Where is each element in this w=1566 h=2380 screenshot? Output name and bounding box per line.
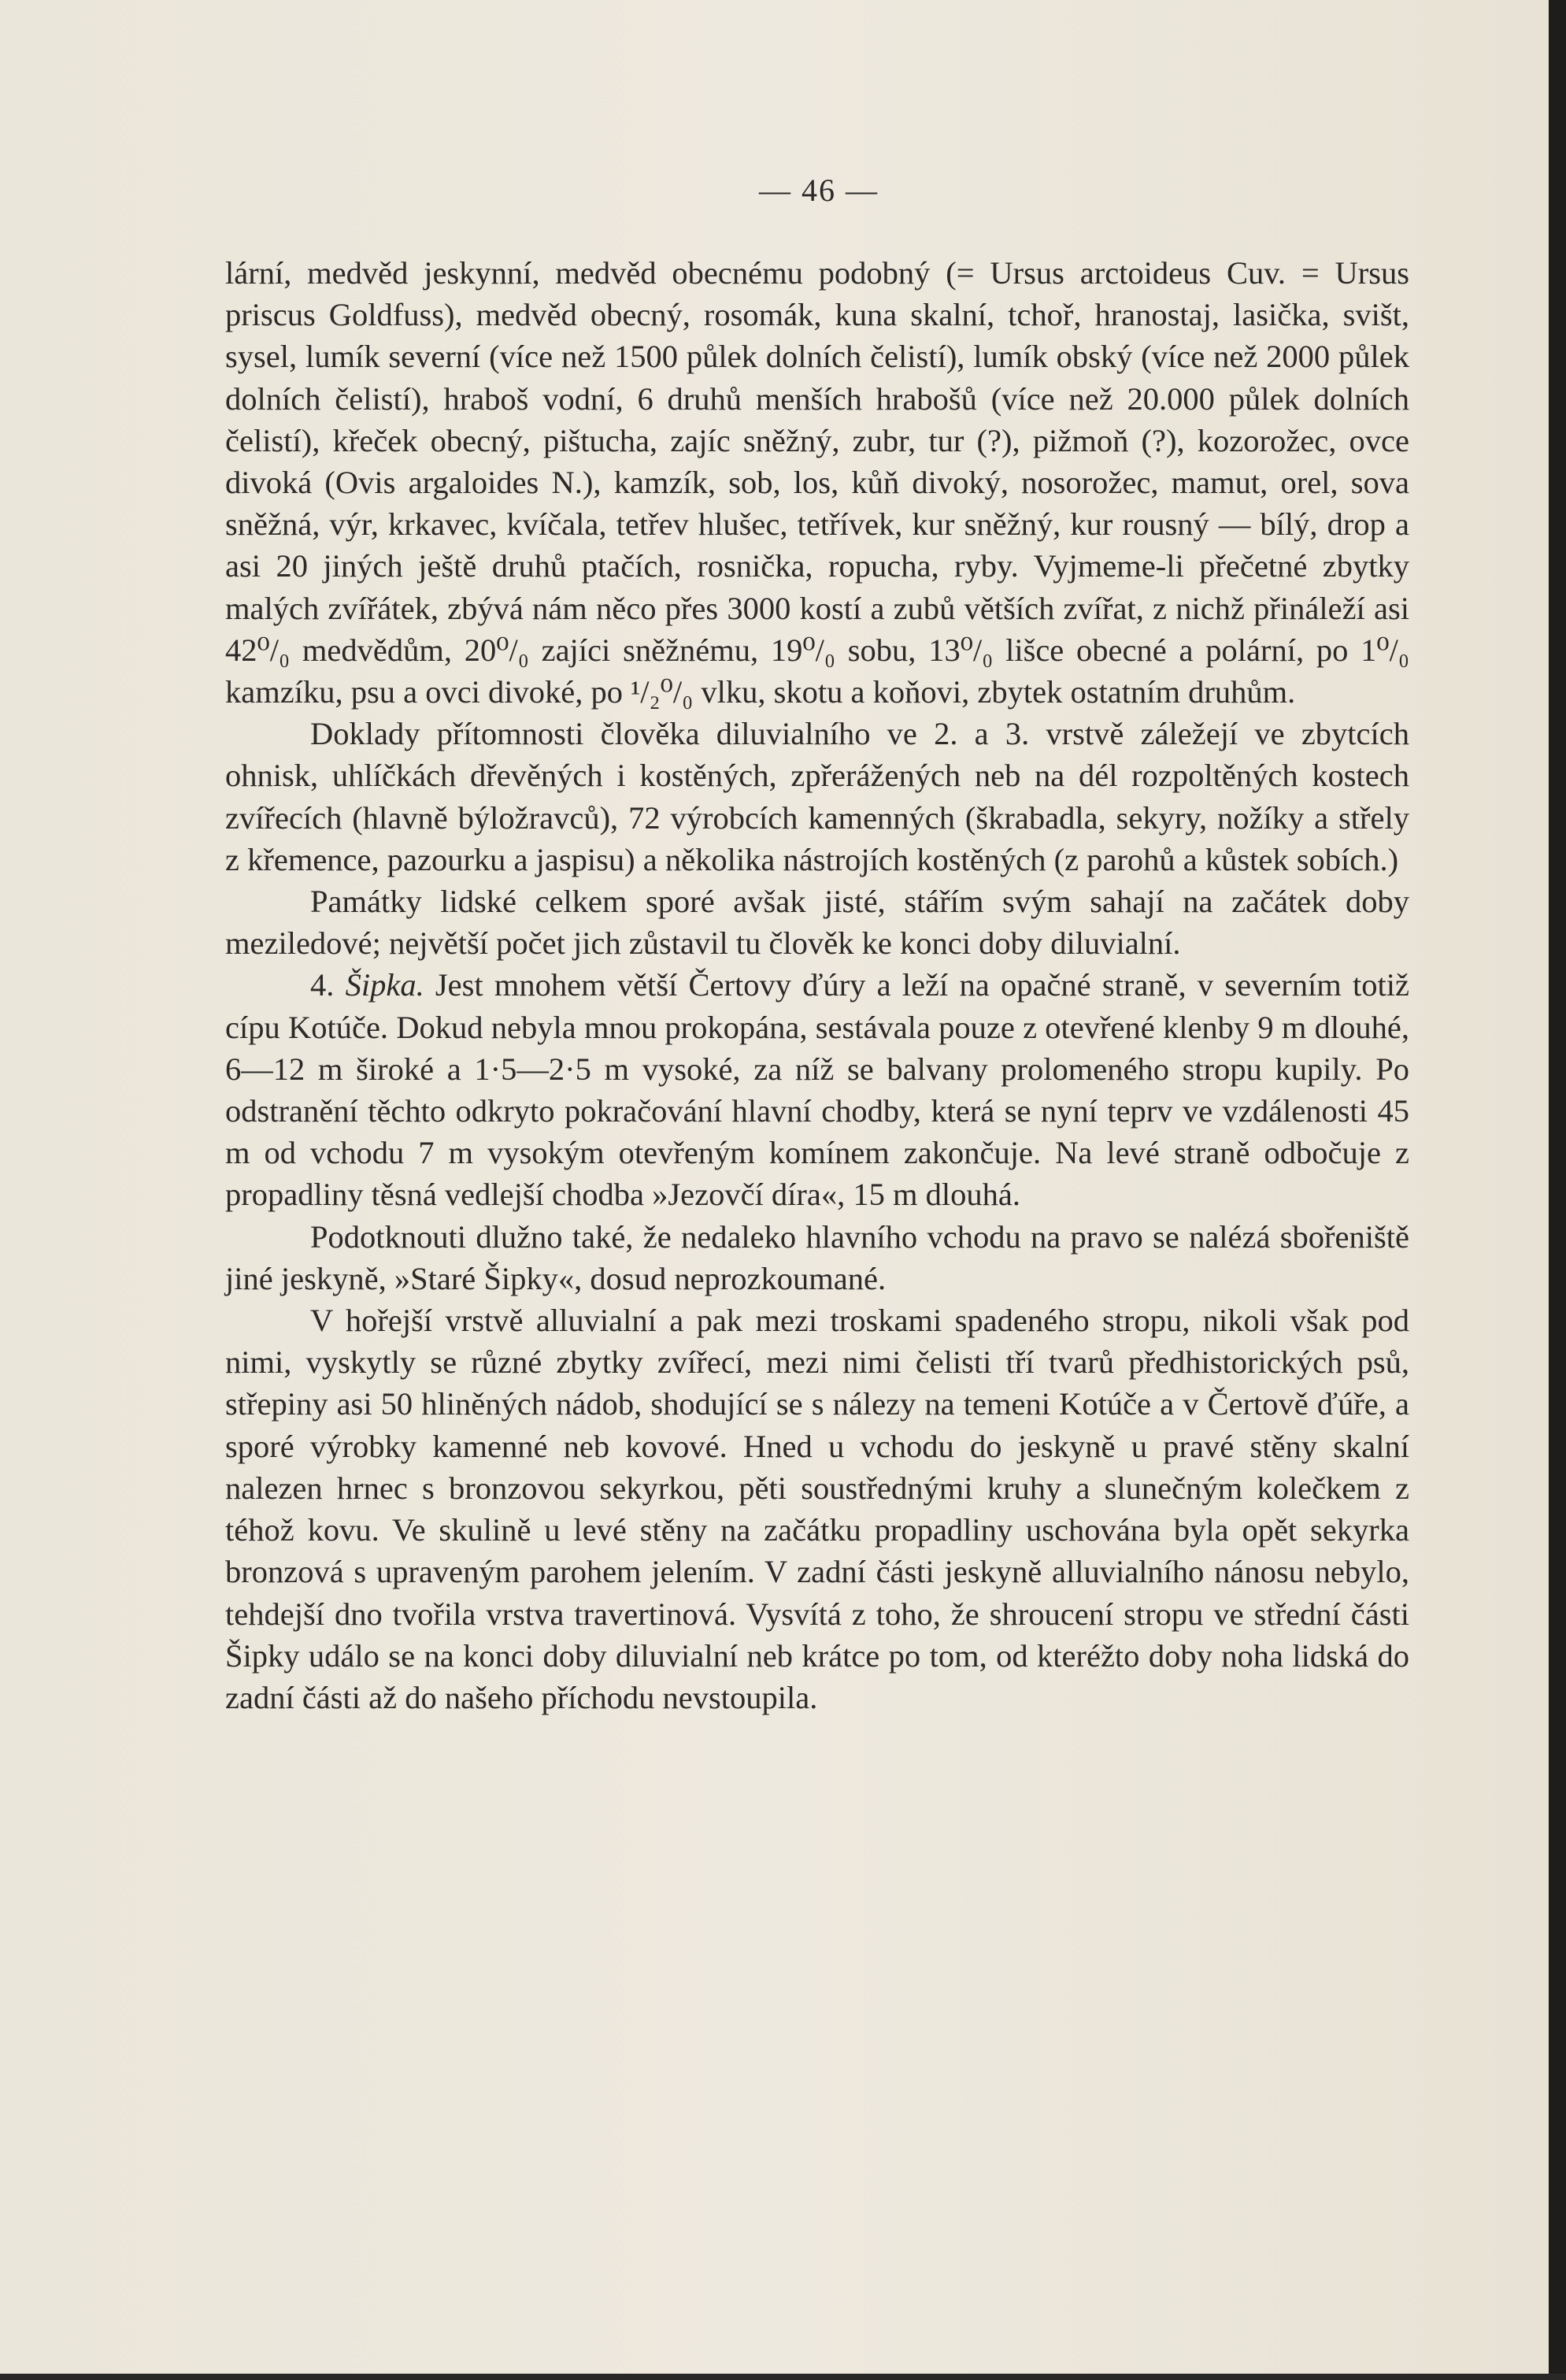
paragraph-alluvial-finds: V hořejší vrstvě alluvialní a pak mezi troskami spadeného stropu, nikoli však pod nimi, vyskytly se různé zbytky zvířecí, mezi nimi čelisti tří tvarů předhistorických psů, střepiny asi 50 hliněných nádob, shodující se s nálezy na temeni Kotúče a v Čertově ďúře, a sporé výrobky kamenné neb kovové. Hned u vchodu do jeskyně u pravé stěny skalní nalezen hrnec s bronzovou sekyrkou, pěti soustřednými kruhy a slunečným kolečkem z téhož kovu. Ve skulině u levé stěny na začátku propadliny uschována byla opět sekyrka bronzová s upraveným parohem jelením. V zadní části jeskyně alluvialního nánosu nebylo, tehdejší dno tvořila vrstva travertinová. Vysvítá z toho, že shroucení stropu ve střední části Šipky událo se na konci doby diluvialní neb krátce po tom, od kteréžto doby noha lidská do zadní části až do našeho příchodu nevstoupila. <box>225 1303 1409 1715</box>
paragraph-human-remains: Památky lidské celkem sporé avšak jisté, stářím svým sahají na začátek doby meziledové; největší počet jich zůstavil tu člověk ke konci doby diluvialní. <box>225 884 1409 962</box>
paragraph-sipka <box>225 964 1409 1215</box>
section-number: 4. <box>310 967 346 1003</box>
paragraph-human-evidence: Doklady přítomnosti člověka diluvialního ve 2. a 3. vrstvě záležejí ve zbytcích ohnisk, uhlíčkách dřevěných i kostěných, zpřerážených neb na dél rozpoltěných kostech zvířecích (hlavně býložravců), 72 výrobcích kamenných (škrabadla, sekyry, nožíky a střely z křemence, pazourku a jaspisu) a několika nástrojích kostěných (z parohů a kůstek sobích.) <box>225 716 1409 877</box>
section-text: Jest mnohem větší Čertovy ďúry a leží na opačné straně, v severním totiž cípu Kotúče. Dokud nebyla mnou prokopána, sestávala pouze z otevřené klenby 9 m dlouhé, 6—12 m široké a 1·5—2·5 m vysoké, za níž se balvany prolomeného stropu kupily. Po odstranění těchto odkryto pokračování hlavní chodby, která se nyní teprv ve vzdálenosti 45 m od vchodu 7 m vysokým otevřeným komínem zakončuje. Na levé straně odbočuje z propadliny těsná vedlejší chodba »Jezovčí díra«, 15 m dlouhá. <box>225 967 1409 1213</box>
body-text <box>225 252 1409 1718</box>
page-number: — 46 — <box>759 172 879 208</box>
paragraph-stare-sipky: Podotknouti dlužno také, že nedaleko hlavního vchodu na pravo se nalézá sbořeniště jiné jeskyně, »Staré Šipky«, dosud neprozkoumané. <box>225 1218 1409 1296</box>
paragraph-fauna-list: lární, medvěd jeskynní, medvěd obecnému podobný (= Ursus arctoideus Cuv. = Ursus priscus Goldfuss), medvěd obecný, rosomák, kuna skalní, tchoř, hranostaj, lasička, svišt, sysel, lumík severní (více než 1500 půlek dolních čelistí), lumík obský (více než 2000 půlek dolních čelistí), hraboš vodní, 6 druhů menších hrabošů (více než 20.000 půlek dolních čelistí), křeček obecný, pištucha, zajíc sněžný, zubr, tur (?), pižmoň (?), kozorožec, ovce divoká (Ovis argaloides N.), kamzík, sob, los, kůň divoký, nosorožec, mamut, orel, sova sněžná, výr, krkavec, kvíčala, tetřev hlušec, tetřívek, kur sněžný, kur rousný — bílý, drop a asi 20 jiných ještě druhů ptačích, rosnička, ropucha, ryby. Vyjmeme-li přečetné zbytky malých zvířátek, zbývá nám něco přes 3000 kostí a zubů větších zvířat, z nichž přináleží asi 42⁰/₀ medvědům, 20⁰/₀ zajíci sněžnému, 19⁰/₀ sobu, 13⁰/₀ lišce obecné a polární, po 1⁰/₀ kamzíku, psu a ovci divoké, po ¹/₂⁰/₀ vlku, skotu a koňovi, zbytek ostatním druhům. <box>225 255 1409 710</box>
page-edge-right <box>1549 0 1566 2380</box>
section-title: Šipka. <box>345 967 424 1003</box>
page-edge-bottom <box>0 2374 1566 2380</box>
